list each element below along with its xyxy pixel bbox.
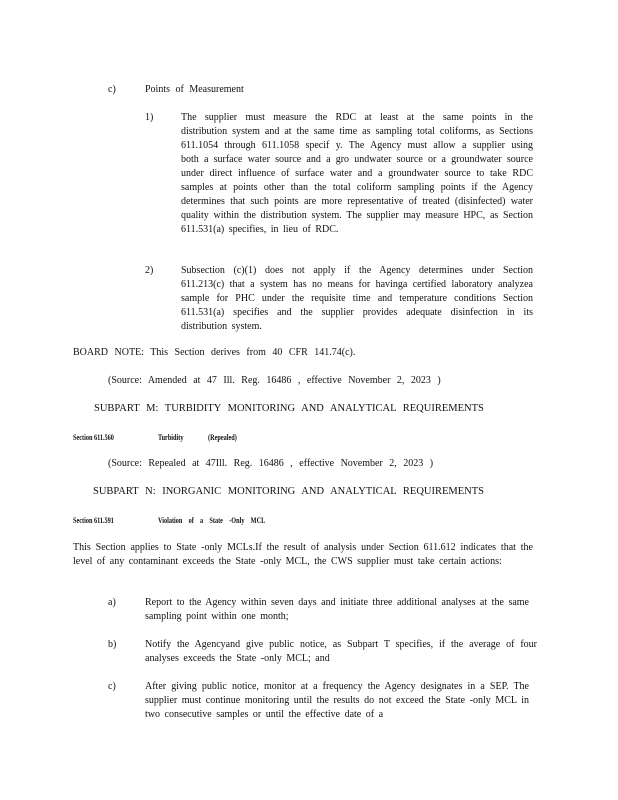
item-1-label: 1) [145,112,154,123]
action-a-text: Report to the Agency within seven days and initiate three additional analyses at the same sampling point within one month; [145,597,529,622]
section-intro: This Section applies to State -only MCLs.If the result of analysis under Section 611.612 indicates that the level of any contaminant exceeds the State -only MCL, the CWS supplier must take certain actions: [73,542,533,567]
action-b-label: b) [108,639,117,650]
action-a-label: a) [108,597,116,608]
section-611-560-number: Section 611.560 [73,433,114,442]
item-c-heading: Points of Measurement [145,84,244,95]
subpart-n-heading: SUBPART N: INORGANIC MONITORING AND ANALYTICAL REQUIREMENTS [93,486,485,497]
source-amended: (Source: Amended at 47 Ill. Reg. 16486 , effective November 2, 2023 ) [108,375,441,386]
item-2-label: 2) [145,265,154,276]
item-1-text: The supplier must measure the RDC at least at the same points in the distribution system and at the same time as sampling total coliforms, as Sections 611.1054 through 611.1058 specif y. The Agency must allow a supplier using both a surface water source and a gro undwater source or a groundwater source under direct influence of surface water and a groundwater source to take RDC samples at points other than the total coliform sampling points if the Agency determines that such points are more representative of treated (disinfected) water quality within the distribution system. The supplier may measure HPC, as Section 611.531(a) specifies, in lieu of RDC. [181,112,533,235]
section-611-591-title: Violation of a State -Only MCL [158,516,266,525]
section-611-591-number: Section 611.591 [73,516,114,525]
action-c-label: c) [108,681,116,692]
item-2-text: Subsection (c)(1) does not apply if the Agency determines under Section 611.213(c) that a system has no means for havinga certified laboratory analyzea sample for PHC under the requisite time and temperature conditions Section 611.531(a) specifies and the supplier provides adequate disinfection in its distribution system. [181,265,533,332]
source-repealed: (Source: Repealed at 47Ill. Reg. 16486 , effective November 2, 2023 ) [108,458,434,469]
item-c-label: c) [108,84,116,95]
section-611-560-title: Turbidity [158,433,184,442]
action-c-text: After giving public notice, monitor at a frequency the Agency designates in a SEP. The supplier must continue monitoring until the results do not exceed the State -only MCL in two consecutive samples or until the effective date of a [145,681,529,720]
section-611-560-status: (Repealed) [208,433,237,442]
board-note: BOARD NOTE: This Section derives from 40 CFR 141.74(c). [73,347,356,358]
action-b-text: Notify the Agencyand give public notice, as Subpart T specifies, if the average of four analyses exceeds the State -only MCL; and [145,639,537,664]
subpart-m-heading: SUBPART M: TURBIDITY MONITORING AND ANALYTICAL REQUIREMENTS [94,403,484,414]
